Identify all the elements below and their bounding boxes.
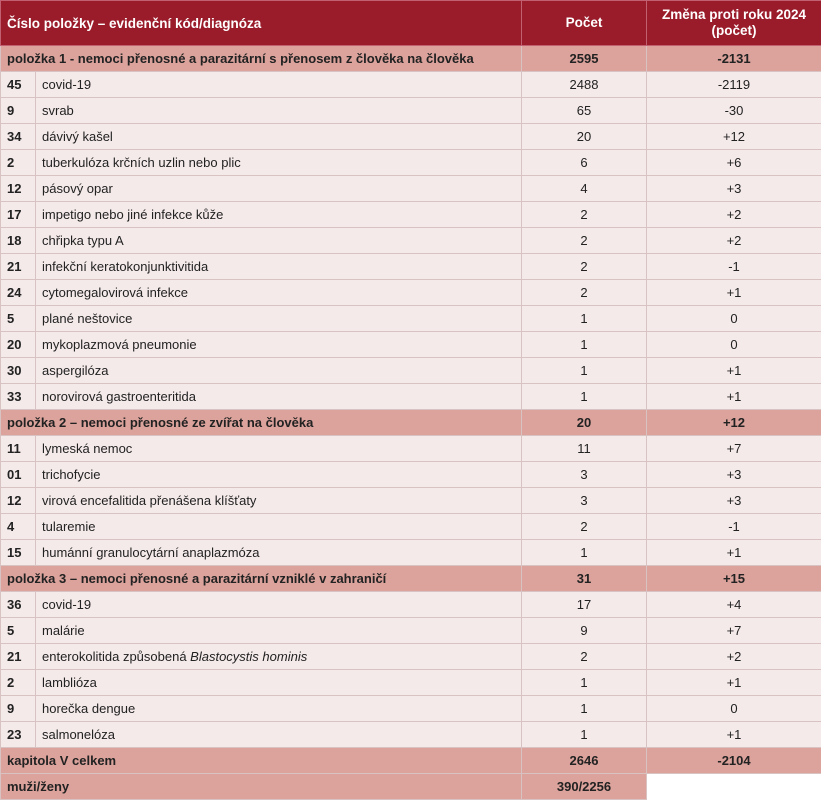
row-diagnosis-italic: Blastocystis hominis bbox=[190, 649, 308, 664]
table-row bbox=[1, 72, 821, 98]
row-diagnosis-text: infekční keratokonjunktivitida bbox=[42, 259, 209, 274]
row-diagnosis-text: pásový opar bbox=[42, 181, 113, 196]
row-diagnosis-text: dávivý kašel bbox=[42, 129, 113, 144]
total-row bbox=[1, 748, 821, 774]
header-change-line2: (počet) bbox=[711, 23, 757, 38]
row-change: -30 bbox=[647, 98, 821, 124]
row-diagnosis-text: chřipka typu A bbox=[42, 233, 124, 248]
gender-label: muži/ženy bbox=[1, 774, 522, 800]
row-diagnosis-text: salmonelóza bbox=[42, 727, 115, 742]
row-change: +3 bbox=[647, 176, 821, 202]
row-count: 2 bbox=[522, 644, 647, 670]
row-code: 01 bbox=[1, 462, 36, 488]
row-code: 20 bbox=[1, 332, 36, 358]
row-diagnosis-text: norovirová gastroenteritida bbox=[42, 389, 196, 404]
table-header-row bbox=[1, 1, 821, 46]
row-change: +3 bbox=[647, 488, 821, 514]
row-code: 9 bbox=[1, 98, 36, 124]
row-diagnosis bbox=[36, 124, 522, 150]
table-row bbox=[1, 280, 821, 306]
row-code: 12 bbox=[1, 488, 36, 514]
row-change: -2119 bbox=[647, 72, 821, 98]
total-change: -2104 bbox=[647, 748, 821, 774]
row-change: 0 bbox=[647, 306, 821, 332]
row-diagnosis-text: impetigo nebo jiné infekce kůže bbox=[42, 207, 224, 222]
table-row bbox=[1, 514, 821, 540]
row-change: +6 bbox=[647, 150, 821, 176]
row-code: 9 bbox=[1, 696, 36, 722]
row-diagnosis bbox=[36, 98, 522, 124]
table-row bbox=[1, 254, 821, 280]
row-change: +4 bbox=[647, 592, 821, 618]
row-diagnosis bbox=[36, 358, 522, 384]
total-label: kapitola V celkem bbox=[1, 748, 522, 774]
row-change: 0 bbox=[647, 696, 821, 722]
table-row bbox=[1, 202, 821, 228]
row-diagnosis-text: virová encefalitida přenášena klíšťaty bbox=[42, 493, 257, 508]
row-code: 11 bbox=[1, 436, 36, 462]
row-count: 17 bbox=[522, 592, 647, 618]
row-diagnosis-text: horečka dengue bbox=[42, 701, 136, 716]
row-code: 21 bbox=[1, 644, 36, 670]
section-change: -2131 bbox=[647, 46, 821, 72]
row-code: 45 bbox=[1, 72, 36, 98]
row-code: 15 bbox=[1, 540, 36, 566]
row-code: 30 bbox=[1, 358, 36, 384]
section-row bbox=[1, 566, 821, 592]
row-diagnosis bbox=[36, 176, 522, 202]
row-diagnosis bbox=[36, 436, 522, 462]
row-diagnosis-text: aspergilóza bbox=[42, 363, 109, 378]
section-title: položka 3 – nemoci přenosné a parazitární vzniklé v zahraničí bbox=[1, 566, 522, 592]
row-diagnosis-text: lamblióza bbox=[42, 675, 97, 690]
section-change: +12 bbox=[647, 410, 821, 436]
header-count: Počet bbox=[522, 1, 647, 46]
row-change: +12 bbox=[647, 124, 821, 150]
row-count: 2 bbox=[522, 514, 647, 540]
row-code: 18 bbox=[1, 228, 36, 254]
row-count: 1 bbox=[522, 670, 647, 696]
row-code: 36 bbox=[1, 592, 36, 618]
table-row bbox=[1, 618, 821, 644]
section-count: 20 bbox=[522, 410, 647, 436]
row-diagnosis bbox=[36, 150, 522, 176]
row-diagnosis bbox=[36, 332, 522, 358]
row-change: +2 bbox=[647, 644, 821, 670]
row-diagnosis-text: lymeská nemoc bbox=[42, 441, 133, 456]
row-change: +3 bbox=[647, 462, 821, 488]
row-diagnosis bbox=[36, 514, 522, 540]
row-count: 9 bbox=[522, 618, 647, 644]
row-code: 2 bbox=[1, 150, 36, 176]
row-diagnosis bbox=[36, 592, 522, 618]
row-change: +2 bbox=[647, 228, 821, 254]
row-change: 0 bbox=[647, 332, 821, 358]
row-change: +1 bbox=[647, 722, 821, 748]
row-code: 24 bbox=[1, 280, 36, 306]
row-diagnosis bbox=[36, 488, 522, 514]
row-diagnosis bbox=[36, 644, 522, 670]
section-title: položka 2 – nemoci přenosné ze zvířat na člověka bbox=[1, 410, 522, 436]
table-row bbox=[1, 98, 821, 124]
row-diagnosis-text: malárie bbox=[42, 623, 85, 638]
table-row bbox=[1, 124, 821, 150]
row-change: +7 bbox=[647, 436, 821, 462]
row-change: +7 bbox=[647, 618, 821, 644]
row-change: +1 bbox=[647, 670, 821, 696]
row-count: 2 bbox=[522, 202, 647, 228]
row-count: 4 bbox=[522, 176, 647, 202]
row-diagnosis bbox=[36, 280, 522, 306]
row-code: 4 bbox=[1, 514, 36, 540]
row-code: 33 bbox=[1, 384, 36, 410]
table-row bbox=[1, 358, 821, 384]
table-row bbox=[1, 540, 821, 566]
table-row bbox=[1, 670, 821, 696]
row-count: 1 bbox=[522, 332, 647, 358]
row-change: +1 bbox=[647, 280, 821, 306]
row-diagnosis-text: plané neštovice bbox=[42, 311, 133, 326]
row-count: 1 bbox=[522, 696, 647, 722]
section-count: 2595 bbox=[522, 46, 647, 72]
gender-empty bbox=[647, 774, 821, 800]
row-diagnosis bbox=[36, 202, 522, 228]
row-count: 1 bbox=[522, 358, 647, 384]
table-row bbox=[1, 228, 821, 254]
row-diagnosis-text: enterokolitida způsobená bbox=[42, 649, 191, 664]
row-diagnosis bbox=[36, 462, 522, 488]
row-change: +2 bbox=[647, 202, 821, 228]
row-diagnosis bbox=[36, 540, 522, 566]
row-count: 20 bbox=[522, 124, 647, 150]
row-count: 2488 bbox=[522, 72, 647, 98]
table-row bbox=[1, 176, 821, 202]
table-row bbox=[1, 722, 821, 748]
row-change: +1 bbox=[647, 384, 821, 410]
row-diagnosis-text: trichofycie bbox=[42, 467, 101, 482]
row-change: -1 bbox=[647, 254, 821, 280]
gender-value: 390/2256 bbox=[522, 774, 647, 800]
section-count: 31 bbox=[522, 566, 647, 592]
row-code: 12 bbox=[1, 176, 36, 202]
row-diagnosis-text: humánní granulocytární anaplazmóza bbox=[42, 545, 260, 560]
section-row bbox=[1, 410, 821, 436]
row-diagnosis bbox=[36, 254, 522, 280]
row-diagnosis bbox=[36, 722, 522, 748]
row-count: 1 bbox=[522, 540, 647, 566]
table-row bbox=[1, 150, 821, 176]
row-diagnosis-text: covid-19 bbox=[42, 597, 92, 612]
row-count: 2 bbox=[522, 228, 647, 254]
row-diagnosis bbox=[36, 670, 522, 696]
row-code: 21 bbox=[1, 254, 36, 280]
row-code: 23 bbox=[1, 722, 36, 748]
row-count: 3 bbox=[522, 488, 647, 514]
table-row bbox=[1, 436, 821, 462]
row-change: -1 bbox=[647, 514, 821, 540]
row-count: 2 bbox=[522, 254, 647, 280]
table-row bbox=[1, 306, 821, 332]
row-count: 1 bbox=[522, 384, 647, 410]
row-diagnosis-text: cytomegalovirová infekce bbox=[42, 285, 188, 300]
row-diagnosis bbox=[36, 696, 522, 722]
table-row bbox=[1, 592, 821, 618]
row-diagnosis bbox=[36, 306, 522, 332]
row-count: 2 bbox=[522, 280, 647, 306]
row-diagnosis-text: tuberkulóza krčních uzlin nebo plic bbox=[42, 155, 241, 170]
total-count: 2646 bbox=[522, 748, 647, 774]
row-diagnosis-text: svrab bbox=[42, 103, 74, 118]
table-row bbox=[1, 462, 821, 488]
table-row bbox=[1, 332, 821, 358]
header-change-line1: Změna proti roku 2024 bbox=[661, 7, 807, 22]
row-diagnosis-text: mykoplazmová pneumonie bbox=[42, 337, 197, 352]
table-row bbox=[1, 644, 821, 670]
row-count: 65 bbox=[522, 98, 647, 124]
row-count: 3 bbox=[522, 462, 647, 488]
header-change bbox=[647, 1, 821, 46]
row-code: 17 bbox=[1, 202, 36, 228]
row-diagnosis-text: tularemie bbox=[42, 519, 96, 534]
row-count: 1 bbox=[522, 306, 647, 332]
section-row bbox=[1, 46, 821, 72]
row-diagnosis bbox=[36, 228, 522, 254]
row-count: 6 bbox=[522, 150, 647, 176]
table-body bbox=[1, 46, 821, 800]
row-code: 2 bbox=[1, 670, 36, 696]
table-row bbox=[1, 696, 821, 722]
row-diagnosis bbox=[36, 618, 522, 644]
gender-row bbox=[1, 774, 821, 800]
row-change: +1 bbox=[647, 358, 821, 384]
header-label: Číslo položky – evidenční kód/diagnóza bbox=[1, 1, 522, 46]
table-row bbox=[1, 488, 821, 514]
row-diagnosis bbox=[36, 384, 522, 410]
row-count: 1 bbox=[522, 722, 647, 748]
row-diagnosis-text: covid-19 bbox=[42, 77, 92, 92]
table-row bbox=[1, 384, 821, 410]
row-code: 5 bbox=[1, 306, 36, 332]
row-diagnosis bbox=[36, 72, 522, 98]
section-title: položka 1 - nemoci přenosné a parazitární s přenosem z člověka na člověka bbox=[1, 46, 522, 72]
row-code: 34 bbox=[1, 124, 36, 150]
row-change: +1 bbox=[647, 540, 821, 566]
row-count: 11 bbox=[522, 436, 647, 462]
row-code: 5 bbox=[1, 618, 36, 644]
section-change: +15 bbox=[647, 566, 821, 592]
